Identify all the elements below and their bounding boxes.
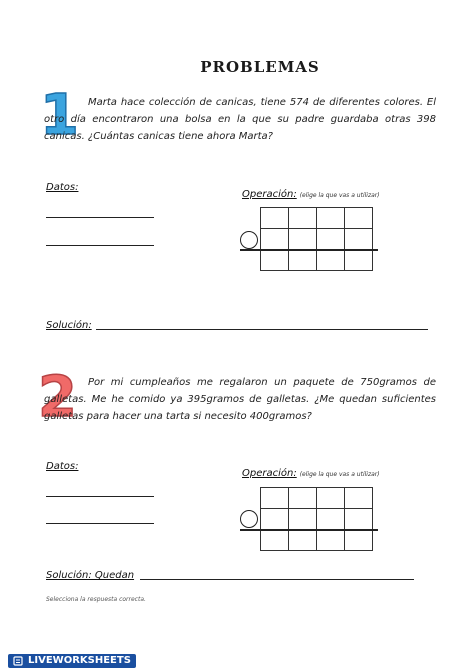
- grid-cell[interactable]: [317, 250, 345, 271]
- problem-1-solucion-line[interactable]: [96, 329, 428, 330]
- problem-2-text: Por mi cumpleaños me regalaron un paquete de 750gramos de galletas. Me he comido ya 395gramos de galletas. ¿Me quedan suficientes galletas para hacer una tarta si necesito 400gramos?: [44, 377, 436, 422]
- problem-1-operator-circle[interactable]: [240, 231, 258, 249]
- problem-2-datos-line-1[interactable]: [46, 496, 154, 497]
- grid-cell[interactable]: [345, 229, 373, 250]
- problem-1-operacion-label: Operación:: [242, 189, 297, 200]
- problem-2-number: 2: [38, 365, 77, 430]
- problem-2-operation-grid[interactable]: [260, 487, 373, 551]
- problem-2-operation-line: [240, 529, 378, 531]
- grid-cell[interactable]: [317, 530, 345, 551]
- problem-2-datos-label: Datos:: [46, 461, 79, 472]
- grid-cell[interactable]: [345, 250, 373, 271]
- grid-cell[interactable]: [261, 229, 289, 250]
- grid-cell[interactable]: [289, 509, 317, 530]
- problem-1-operacion-hint: (elige la que vas a utilizar): [299, 192, 380, 199]
- problem-1-number: 1: [40, 83, 79, 148]
- grid-cell[interactable]: [289, 530, 317, 551]
- problem-2-operator-circle[interactable]: [240, 510, 258, 528]
- grid-cell[interactable]: [261, 509, 289, 530]
- page-title: PROBLEMAS: [200, 58, 320, 76]
- grid-cell[interactable]: [289, 229, 317, 250]
- problem-1-datos-line-2[interactable]: [46, 245, 154, 246]
- grid-cell[interactable]: [345, 208, 373, 229]
- problem-1-datos-label: Datos:: [46, 182, 79, 193]
- problem-1-datos-line-1[interactable]: [46, 217, 154, 218]
- problem-1-text: Marta hace colección de canicas, tiene 574 de diferentes colores. El otro día encontraron una bolsa en la que su padre guardaba otras 398 canicas. ¿Cuántas canicas tiene ahora Marta?: [44, 97, 436, 142]
- grid-cell[interactable]: [261, 250, 289, 271]
- grid-cell[interactable]: [261, 530, 289, 551]
- grid-cell[interactable]: [289, 488, 317, 509]
- problem-2-datos-line-2[interactable]: [46, 523, 154, 524]
- problem-2-solucion-label: Solución: Quedan: [46, 570, 135, 581]
- problem-2-operacion-hint: (elige la que vas a utilizar): [299, 471, 380, 478]
- grid-cell[interactable]: [317, 208, 345, 229]
- grid-cell[interactable]: [289, 250, 317, 271]
- brand-name: LIVEWORKSHEETS: [28, 655, 131, 666]
- grid-cell[interactable]: [261, 208, 289, 229]
- problem-2-operacion-heading: [242, 461, 380, 480]
- grid-cell[interactable]: [289, 208, 317, 229]
- problem-2-solucion-line[interactable]: [140, 579, 414, 580]
- grid-cell[interactable]: [317, 509, 345, 530]
- footer-note: Selecciona la respuesta correcta.: [46, 596, 146, 603]
- grid-cell[interactable]: [345, 488, 373, 509]
- grid-cell[interactable]: [345, 530, 373, 551]
- grid-cell[interactable]: [345, 509, 373, 530]
- problem-1-operation-grid[interactable]: [260, 207, 373, 271]
- liveworksheets-logo: [8, 654, 136, 668]
- problem-2-operacion-label: Operación:: [242, 468, 297, 479]
- worksheet-icon: [13, 656, 23, 666]
- grid-cell[interactable]: [317, 488, 345, 509]
- problem-1-solucion-label: Solución:: [46, 320, 92, 331]
- problem-1-operation-line: [240, 249, 378, 251]
- grid-cell[interactable]: [317, 229, 345, 250]
- problem-1-operacion-heading: [242, 182, 380, 201]
- grid-cell[interactable]: [261, 488, 289, 509]
